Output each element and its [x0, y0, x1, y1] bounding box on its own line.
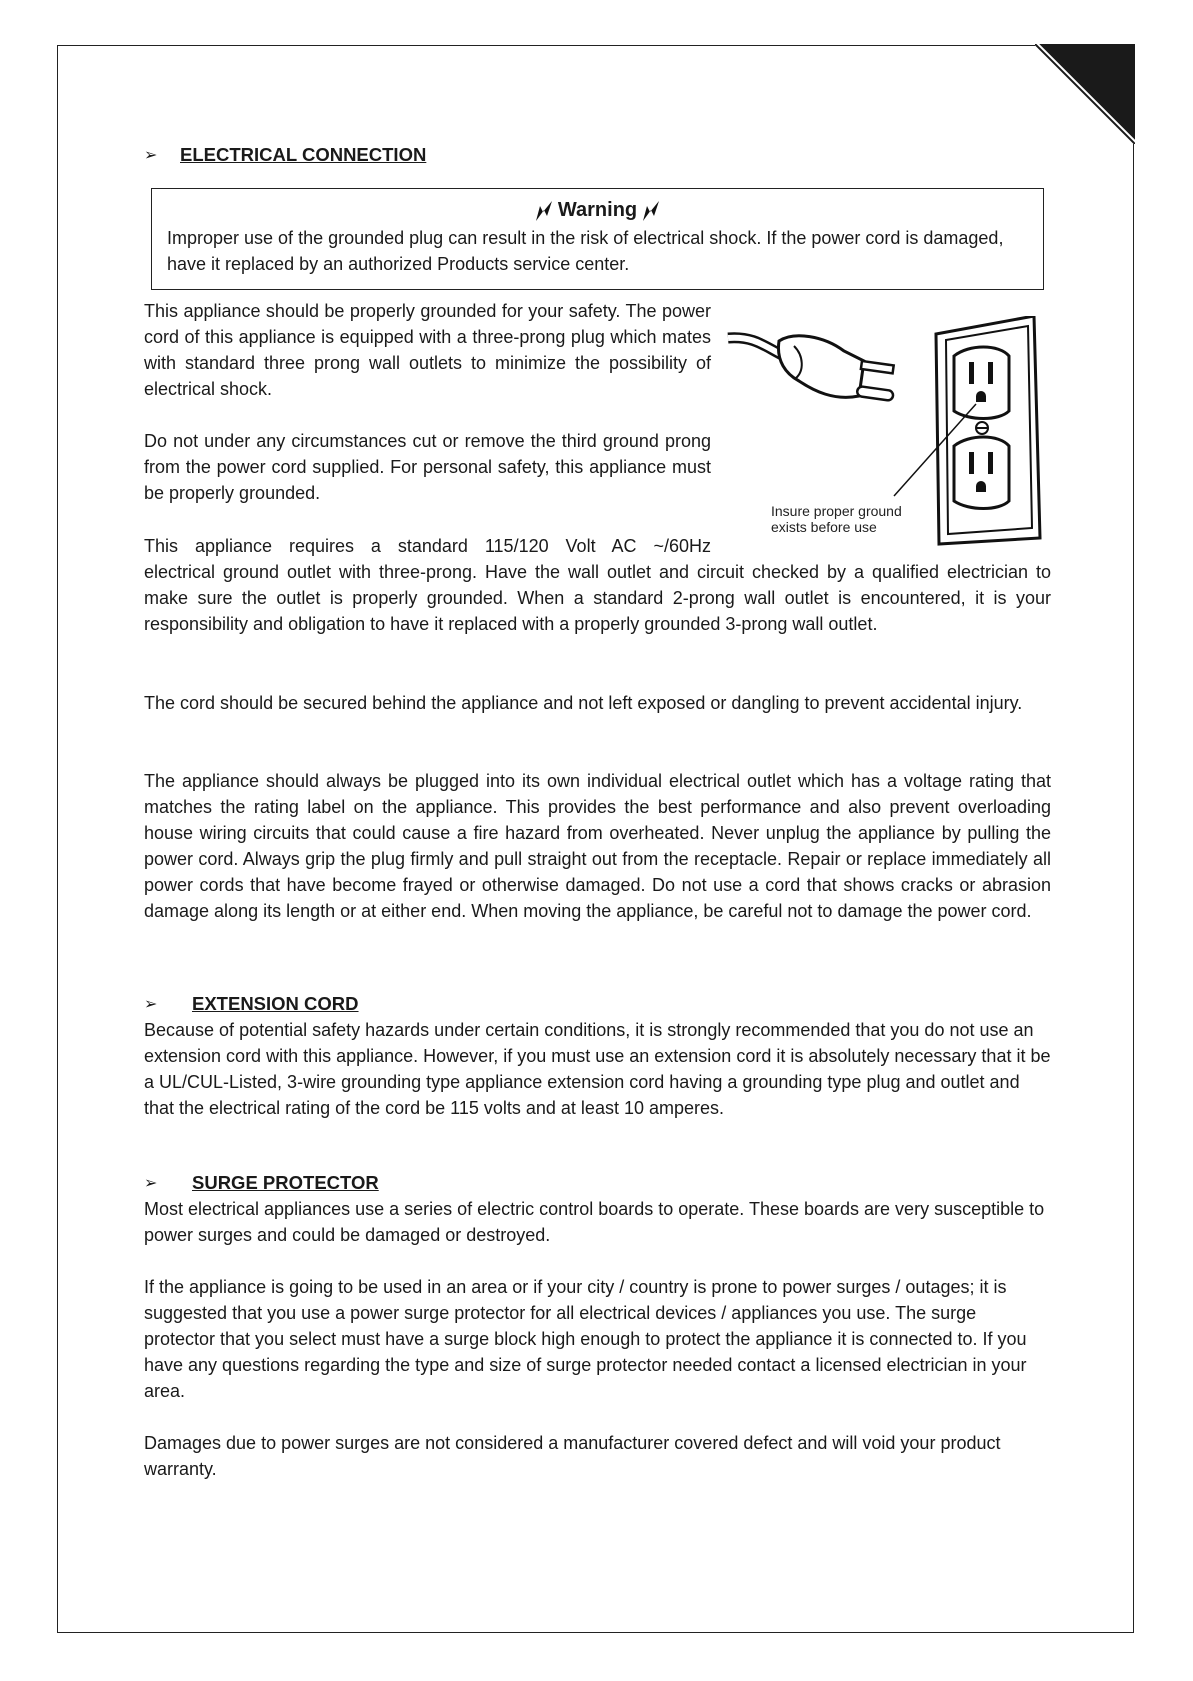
corner-tab-decoration — [1035, 44, 1135, 144]
section-title: EXTENSION CORD — [192, 993, 359, 1014]
grounding-paragraph: This appliance should be properly grounded for your safety. The power cord of this appliance is equipped with a three-prong plug which mates with standard three prong wall outlets to minimize the possibility of electrical shock. — [144, 301, 711, 399]
warranty-paragraph: Damages due to power surges are not considered a manufacturer covered defect and will void your product warranty. — [144, 1433, 1001, 1479]
electrical-connection-heading — [144, 144, 426, 166]
extension-cord-heading — [144, 993, 359, 1015]
bullet-arrow-icon: ➢ — [144, 996, 158, 1013]
bullet-arrow-icon: ➢ — [144, 1175, 158, 1192]
section-title: SURGE PROTECTOR — [192, 1172, 379, 1193]
lightning-bolt-icon — [534, 200, 554, 222]
voltage-requirement-line: This appliance requires a standard 115/120 Volt AC ~/60Hz — [144, 536, 711, 556]
figure-caption — [771, 503, 931, 535]
warning-title-row — [152, 199, 1043, 222]
section-title: ELECTRICAL CONNECTION — [180, 144, 427, 165]
figure-caption-line: exists before use — [771, 519, 877, 535]
figure-caption-line: Insure proper ground — [771, 503, 902, 519]
ground-prong-paragraph: Do not under any circumstances cut or remove the third ground prong from the power cord supplied. For personal safety, this appliance must be properly grounded. — [144, 431, 711, 503]
warning-text: Improper use of the grounded plug can result in the risk of electrical shock. If the power cord is damaged, have it replaced by an authorized Products service center. — [167, 228, 1004, 274]
bullet-arrow-icon: ➢ — [144, 147, 158, 164]
surge-protector-heading — [144, 1172, 379, 1194]
surge-boards-paragraph: Most electrical appliances use a series of electric control boards to operate. These boards are very susceptible to power surges and could be damaged or destroyed. — [144, 1199, 1045, 1245]
individual-outlet-paragraph: The appliance should always be plugged into its own individual electrical outlet which has a voltage rating that matches the rating label on the appliance. This provides the best performance and also prevent overloading house wiring circuits that could cause a fire hazard from overheated. Never unplug the appliance by pulling the power cord. Always grip the plug firmly and pull straight out from the receptacle. Repair or replace immediately all power cords that have become frayed or otherwise damaged. Do not use a cord that shows cracks or abrasion damage along its length or at either end. When moving the appliance, be careful not to damage the power cord. — [144, 771, 1051, 921]
cord-secured-paragraph: The cord should be secured behind the appliance and not left exposed or dangling to prevent accidental injury. — [144, 693, 1023, 713]
warning-title: Warning — [557, 199, 638, 221]
warning-box — [151, 188, 1044, 290]
outlet-paragraph: electrical ground outlet with three-prong. Have the wall outlet and circuit checked by a qualified electrician to make sure the outlet is properly grounded. When a standard 2-prong wall outlet is encountered, it is your responsibility and obligation to have it replaced with a properly grounded 3-prong wall outlet. — [144, 562, 1051, 634]
lightning-bolt-icon — [641, 200, 661, 222]
surge-protector-advice-paragraph: If the appliance is going to be used in an area or if your city / country is prone to power surges / outages; it is suggested that you use a power surge protector for all electrical devices / appliances you use. The surge protector that you select must have a surge block high enough to protect the appliance it is connected to. If you have any questions regarding the type and size of surge protector needed contact a licensed electrician in your area. — [144, 1277, 1027, 1401]
extension-cord-paragraph: Because of potential safety hazards under certain conditions, it is strongly recommended that you do not use an extension cord with this appliance. However, if you must use an extension cord it is absolutely necessary that it be a UL/CUL-Listed, 3-wire grounding type appliance extension cord having a grounding type plug and outlet and that the electrical rating of the cord be 115 volts and at least 10 amperes. — [144, 1020, 1051, 1118]
